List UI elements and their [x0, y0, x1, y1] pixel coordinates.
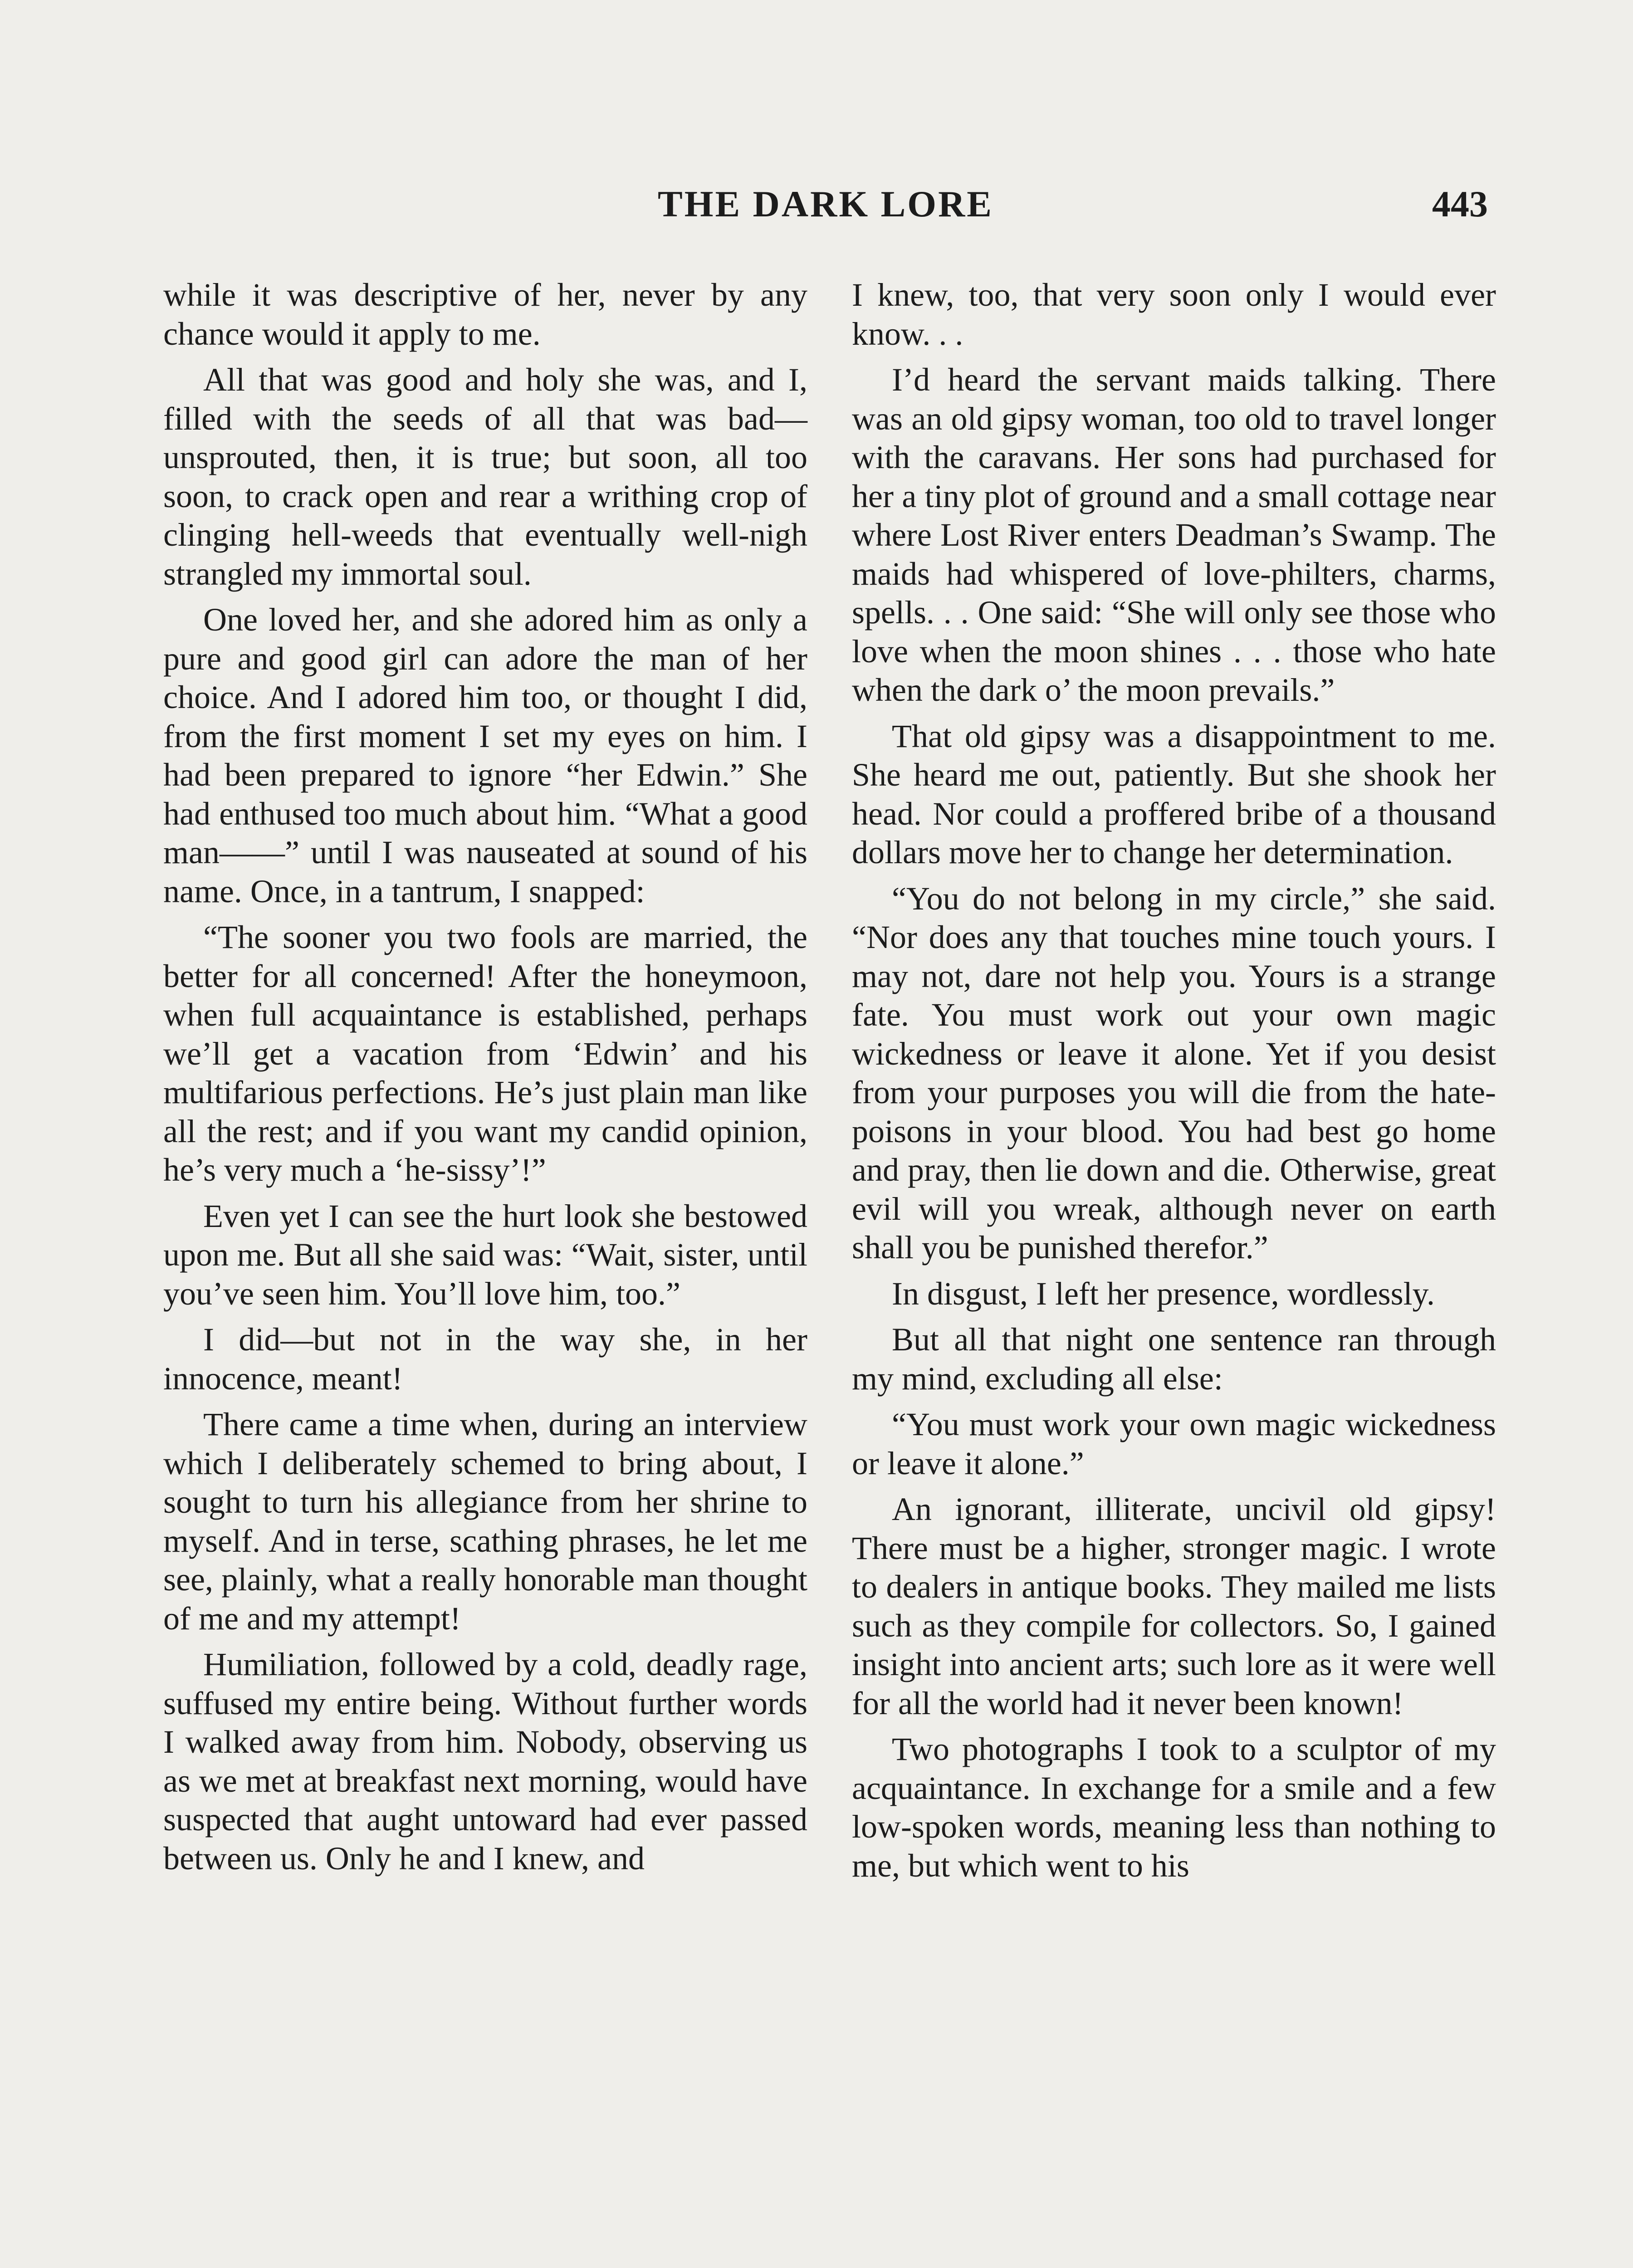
paragraph: There came a time when, during an interview which I deliberately schemed to bring about, I sought to turn his allegiance from her shrine to myself. And in terse, scathing phrases, he let me see, plainly, what a really honorable man thought of me and my attempt! [163, 1406, 807, 1637]
running-title: THE DARK LORE [658, 183, 993, 225]
page-header [163, 179, 1488, 229]
paragraph: I knew, too, that very soon only I would ever know. . . [852, 277, 1496, 352]
paragraph: “The sooner you two fools are married, the better for all concerned! After the honeymoon, when full acquaintance is established, perhaps we’ll get a vacation from ‘Edwin’ and his multifarious perfections. He’s just plain man like all the rest; and if you want my candid opinion, he’s very much a ‘he-sissy’!” [163, 919, 807, 1188]
paragraph: All that was good and holy she was, and I, filled with the seeds of all that was bad—unsprouted, then, it is true; but soon, all too soon, to crack open and rear a writhing crop of clinging hell-weeds that eventually well-nigh strangled my immortal soul. [163, 362, 807, 592]
paragraph: Two photographs I took to a sculptor of my acquaintance. In exchange for a smile and a few low-spoken words, meaning less than nothing to me, but which went to his [852, 1731, 1496, 1884]
paragraph: An ignorant, illiterate, uncivil old gipsy! There must be a higher, stronger magic. I wrote to dealers in antique books. They mailed me lists such as they compile for collectors. So, I gained insight into ancient arts; such lore as it were well for all the world had it never been known! [852, 1491, 1496, 1721]
paragraph: But all that night one sentence ran through my mind, excluding all else: [852, 1321, 1496, 1397]
right-column [852, 276, 1496, 1892]
paragraph: I’d heard the servant maids talking. There was an old gipsy woman, too old to travel longer with the caravans. Her sons had purchased for her a tiny plot of ground and a small cottage near where Lost River enters Deadman’s Swamp. The maids had whispered of love-philters, charms, spells. . . One said: “She will only see those who love when the moon shines . . . those who hate when the dark o’ the moon prevails.” [852, 362, 1496, 708]
paragraph: “You must work your own magic wickedness or leave it alone.” [852, 1406, 1496, 1481]
paragraph: That old gipsy was a disappointment to me. She heard me out, patiently. But she shook her head. Nor could a proffered bribe of a thousand dollars move her to change her determination. [852, 718, 1496, 870]
paragraph: Even yet I can see the hurt look she bestowed upon me. But all she said was: “Wait, sister, until you’ve seen him. You’ll love him, too.” [163, 1198, 807, 1312]
paragraph: “You do not belong in my circle,” she said. “Nor does any that touches mine touch yours. I may not, dare not help you. Yours is a strange fate. You must work out your own magic wickedness or leave it alone. Yet if you desist from your purposes you will die from the hate-poisons in your blood. You had best go home and pray, then lie down and die. Otherwise, great evil will you wreak, although never on earth shall you be punished therefor.” [852, 880, 1496, 1266]
left-column [163, 276, 807, 1885]
page-number: 443 [1432, 183, 1488, 225]
paragraph: One loved her, and she adored him as only a pure and good girl can adore the man of her choice. And I adored him too, or thought I did, from the first moment I set my eyes on him. I had been prepared to ignore “her Edwin.” She had enthused too much about him. “What a good man——” until I was nauseated at sound of his name. Once, in a tantrum, I snapped: [163, 601, 807, 909]
paragraph: while it was descriptive of her, never by any chance would it apply to me. [163, 277, 807, 352]
paragraph: I did—but not in the way she, in her innocence, meant! [163, 1321, 807, 1397]
paragraph: In disgust, I left her presence, wordlessly. [892, 1275, 1435, 1312]
paragraph: Humiliation, followed by a cold, deadly rage, suffused my entire being. Without further words I walked away from him. Nobody, observing us as we met at breakfast next morning, would have suspected that aught untoward had ever passed between us. Only he and I knew, and [163, 1646, 807, 1877]
